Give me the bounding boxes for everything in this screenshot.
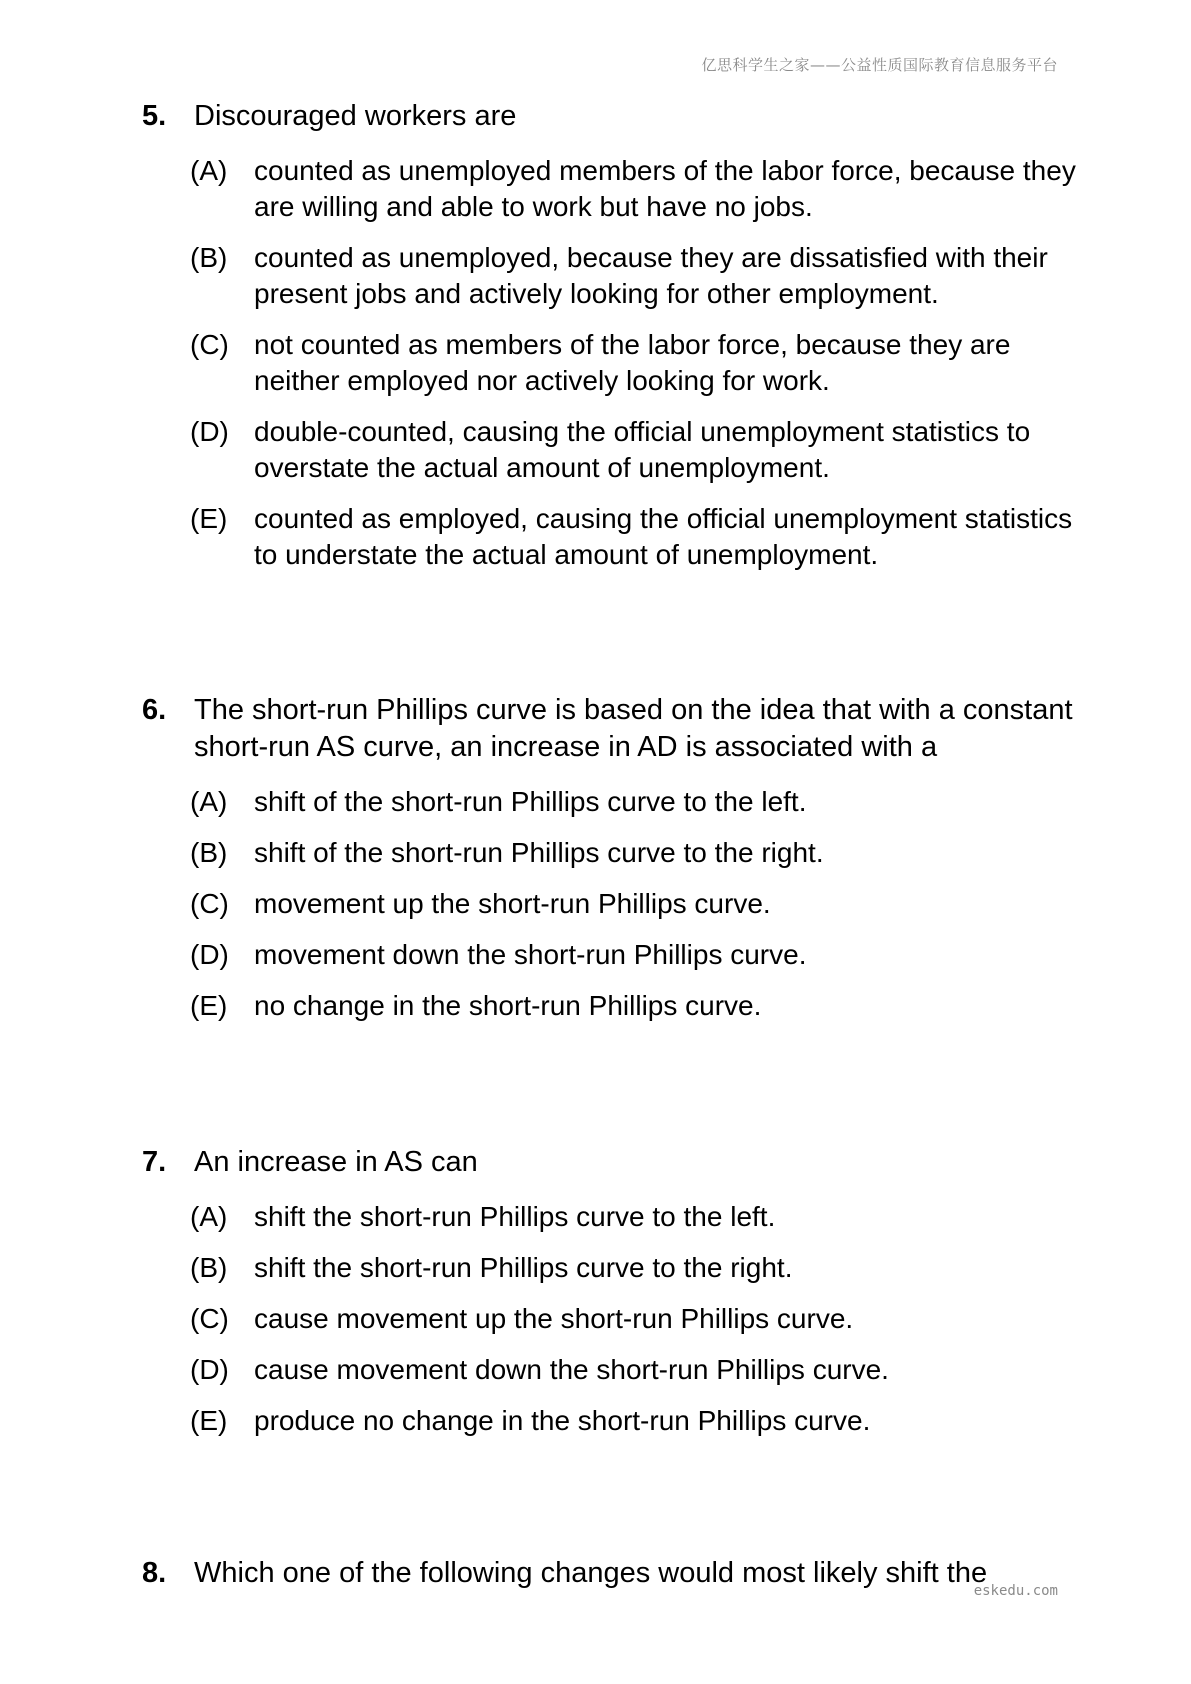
option-letter: (C) (190, 329, 229, 360)
option-text: shift the short-run Phillips curve to the right. (254, 1252, 793, 1283)
question-number: 8. (142, 1557, 167, 1589)
question-stem (142, 692, 1102, 766)
option-d (190, 1352, 1102, 1388)
option-letter: (A) (190, 1201, 228, 1232)
question-number: 5. (142, 100, 167, 132)
option-letter: (B) (190, 837, 228, 868)
option-text: shift of the short-run Phillips curve to the right. (254, 837, 824, 868)
option-a (190, 153, 1102, 225)
option-text: shift of the short-run Phillips curve to the left. (254, 786, 807, 817)
answer-options (190, 1199, 1102, 1439)
question-text: An increase in AS can (194, 1146, 478, 1178)
option-c (190, 1301, 1102, 1337)
page-header-watermark: 亿思科学生之家——公益性质国际教育信息服务平台 (701, 56, 1058, 74)
question-stem (142, 1555, 1102, 1592)
question-text: The short-run Phillips curve is based on the idea that with a constant short-run AS curve, an increase in AD is associated with a (194, 694, 1073, 763)
option-text: movement down the short-run Phillips curve. (254, 939, 807, 970)
option-letter: (E) (190, 1405, 228, 1436)
option-d (190, 414, 1102, 486)
option-d (190, 937, 1102, 973)
option-letter: (D) (190, 939, 229, 970)
question-text: Which one of the following changes would most likely shift the (194, 1557, 988, 1589)
option-b (190, 1250, 1102, 1286)
option-text: shift the short-run Phillips curve to the left. (254, 1201, 776, 1232)
option-text: cause movement down the short-run Phillips curve. (254, 1354, 889, 1385)
option-text: cause movement up the short-run Phillips curve. (254, 1303, 854, 1334)
option-c (190, 886, 1102, 922)
option-letter: (E) (190, 503, 228, 534)
option-e (190, 1403, 1102, 1439)
option-b (190, 835, 1102, 871)
option-text: produce no change in the short-run Phillips curve. (254, 1405, 871, 1436)
option-letter: (D) (190, 1354, 229, 1385)
question-7 (142, 1144, 1102, 1454)
question-number: 7. (142, 1146, 167, 1178)
option-a (190, 784, 1102, 820)
option-letter: (C) (190, 1303, 229, 1334)
option-c (190, 327, 1102, 399)
answer-options (190, 784, 1102, 1024)
option-letter: (A) (190, 155, 228, 186)
option-e (190, 501, 1102, 573)
option-letter: (D) (190, 416, 229, 447)
question-8 (142, 1555, 1102, 1592)
option-letter: (E) (190, 990, 228, 1021)
option-letter: (C) (190, 888, 229, 919)
question-stem (142, 98, 1102, 135)
option-text: double-counted, causing the official unemployment statistics to overstate the actual amount of unemployment. (254, 416, 1031, 483)
page-footer-site: eskedu.com (973, 1583, 1058, 1599)
question-text: Discouraged workers are (194, 100, 517, 132)
option-text: counted as unemployed members of the labor force, because they are willing and able to work but have no jobs. (254, 155, 1076, 222)
option-text: no change in the short-run Phillips curve. (254, 990, 762, 1021)
option-letter: (A) (190, 786, 228, 817)
question-number: 6. (142, 694, 167, 726)
option-a (190, 1199, 1102, 1235)
option-text: counted as employed, causing the official unemployment statistics to understate the actual amount of unemployment. (254, 503, 1073, 570)
option-text: movement up the short-run Phillips curve. (254, 888, 771, 919)
question-5 (142, 98, 1102, 588)
option-text: not counted as members of the labor force, because they are neither employed nor actively looking for work. (254, 329, 1011, 396)
option-letter: (B) (190, 242, 228, 273)
question-stem (142, 1144, 1102, 1181)
option-b (190, 240, 1102, 312)
option-text: counted as unemployed, because they are dissatisfied with their present jobs and actively looking for other employment. (254, 242, 1048, 309)
question-6 (142, 692, 1102, 1039)
answer-options (190, 153, 1102, 573)
option-letter: (B) (190, 1252, 228, 1283)
option-e (190, 988, 1102, 1024)
